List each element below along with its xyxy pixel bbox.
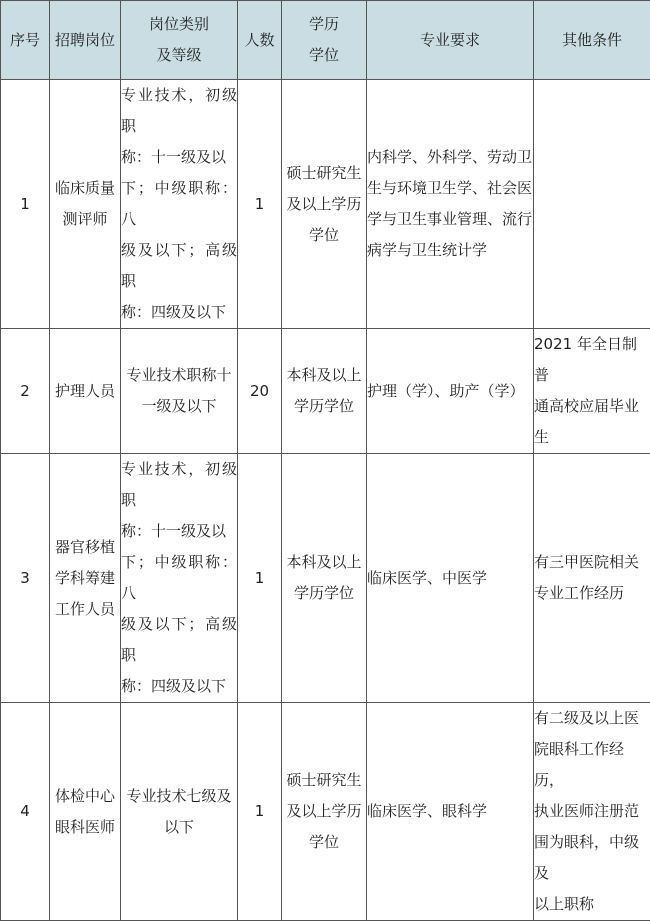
cell-other: 有三甲医院相关 专业工作经历	[534, 454, 650, 703]
cell-category: 专业技术职称十 一级及以下	[121, 329, 238, 454]
header-seq: 序号	[1, 1, 50, 80]
cell-seq: 2	[1, 329, 50, 454]
cell-other: 有二级及以上医 院眼科工作经历， 执业医师注册范 围为眼科，中级及 以上职称	[534, 703, 650, 921]
cell-position: 临床质量 测评师	[50, 80, 121, 329]
cell-count: 20	[238, 329, 282, 454]
cell-position: 护理人员	[50, 329, 121, 454]
cell-seq: 4	[1, 703, 50, 921]
cell-seq: 3	[1, 454, 50, 703]
cell-major: 临床医学、中医学	[367, 454, 534, 703]
header-education: 学历 学位	[282, 1, 367, 80]
cell-major: 临床医学、眼科学	[367, 703, 534, 921]
cell-position: 体检中心 眼科医师	[50, 703, 121, 921]
table-row	[1, 703, 650, 921]
cell-count: 1	[238, 703, 282, 921]
table-header-row	[1, 1, 650, 80]
header-count: 人数	[238, 1, 282, 80]
header-other: 其他条件	[534, 1, 650, 80]
cell-education: 本科及以上 学历学位	[282, 454, 367, 703]
header-category: 岗位类别 及等级	[121, 1, 238, 80]
header-position: 招聘岗位	[50, 1, 121, 80]
cell-seq: 1	[1, 80, 50, 329]
table-row	[1, 329, 650, 454]
cell-count: 1	[238, 454, 282, 703]
cell-major: 内科学、外科学、劳动卫 生与环境卫生学、社会医 学与卫生事业管理、流行 病学与卫生统计学	[367, 80, 534, 329]
cell-other: 2021 年全日制普 通高校应届毕业 生	[534, 329, 650, 454]
cell-category: 专业技术，初级职 称：十一级及以 下；中级职称：八 级及以下；高级职 称：四级及以下	[121, 80, 238, 329]
cell-category: 专业技术七级及 以下	[121, 703, 238, 921]
cell-major: 护理（学）、助产（学）	[367, 329, 534, 454]
cell-position: 器官移植 学科筹建 工作人员	[50, 454, 121, 703]
cell-education: 硕士研究生 及以上学历 学位	[282, 80, 367, 329]
header-major: 专业要求	[367, 1, 534, 80]
cell-category: 专业技术，初级职 称：十一级及以 下；中级职称：八 级及以下；高级职 称：四级及以下	[121, 454, 238, 703]
table-row	[1, 454, 650, 703]
table-row	[1, 80, 650, 329]
cell-count: 1	[238, 80, 282, 329]
cell-education: 硕士研究生 及以上学历 学位	[282, 703, 367, 921]
cell-education: 本科及以上 学历学位	[282, 329, 367, 454]
cell-other	[534, 80, 650, 329]
